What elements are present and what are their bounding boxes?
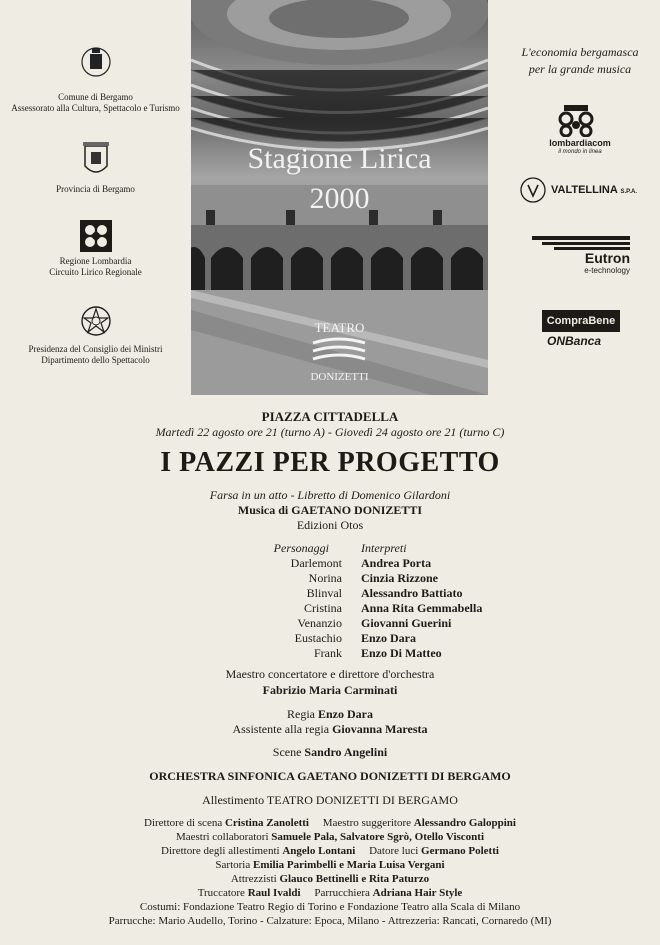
eutron-stripes-icon (532, 236, 630, 250)
cast-row (0, 616, 660, 632)
credit-line (0, 831, 660, 843)
credit-label: Maestro suggeritore (322, 817, 412, 829)
sponsor-line: Assessorato alla Cultura, Spettacolo e Turismo (11, 103, 180, 113)
credit-name: Emilia Parimbelli e Maria Luisa Vergani (253, 859, 445, 871)
cast-role: Eustachio (294, 631, 342, 645)
poster-title-line2: 2000 (309, 182, 370, 215)
lombardiacom-sub: il mondo in linea (558, 149, 602, 155)
cast-role: Blinval (306, 586, 342, 600)
theatre-logo-icon (309, 337, 369, 367)
cast-name: Alessandro Battiato (361, 586, 463, 600)
cast-row (0, 601, 660, 617)
opera-title: I PAZZI PER PROGETTO (160, 447, 500, 478)
valtellina-name (551, 184, 637, 196)
cast-name: Anna Rita Gemmabella (361, 601, 483, 615)
conductor-label: Maestro concertatore e direttore d'orchestra (225, 667, 435, 681)
conductor-name: Fabrizio Maria Carminati (262, 683, 398, 697)
cast-role: Venanzio (297, 616, 342, 630)
sponsor-line: Provincia di Bergamo (56, 184, 135, 194)
director-line (0, 707, 660, 722)
venue: PIAZZA CITTADELLA (261, 409, 399, 424)
music-credit: Musica di GAETANO DONIZETTI (237, 503, 423, 517)
roles-header: Personaggi (273, 541, 329, 555)
edition: Edizioni Otos (296, 518, 364, 532)
director-name: Enzo Dara (318, 707, 373, 721)
valtellina-suffix: S.P.A. (620, 189, 638, 195)
cast-name: Enzo Dara (361, 631, 416, 645)
poster-theatre-top: TEATRO (314, 320, 365, 335)
cast-header (0, 541, 660, 557)
costumes-credit: Costumi: Fondazione Teatro Regio di Torino e Fondazione Teatro alla Scala di Milano (139, 901, 521, 913)
valtellina-logo-icon (519, 176, 547, 204)
cast-role: Norina (308, 571, 342, 585)
lombardiacom-logo-icon (556, 105, 596, 137)
sponsor-line: Dipartimento dello Spettacolo (41, 355, 150, 365)
orchestra: ORCHESTRA SINFONICA GAETANO DONIZETTI DI BERGAMO (149, 769, 511, 783)
credit-name: Adriana Hair Style (372, 887, 463, 899)
performers-header: Interpreti (361, 541, 407, 555)
eutron-sub: e-technology (584, 266, 630, 275)
eutron-name: Eutron (584, 250, 630, 266)
credit-name: Samuele Pala, Salvatore Sgrò, Otello Visconti (271, 831, 485, 843)
crest-icon (79, 40, 113, 88)
cast-row (0, 556, 660, 572)
sponsor-provincia (8, 142, 183, 195)
cast-role: Frank (314, 646, 342, 660)
credit-line (0, 845, 660, 857)
cast-name: Giovanni Guerini (361, 616, 452, 630)
credit-label: Direttore di scena (144, 817, 223, 829)
credit-line (0, 859, 660, 871)
credit-name: Angelo Lontani (282, 845, 356, 857)
production-label: Allestimento (202, 793, 265, 807)
sponsor-line: Regione Lombardia (59, 256, 132, 266)
credit-label: Attrezzisti (230, 873, 277, 885)
performance-dates: Martedì 22 agosto ore 21 (turno A) - Giovedì 24 agosto ore 21 (turno C) (155, 425, 505, 439)
cast-row (0, 646, 660, 662)
tagline-line1: L'economia bergamasca (521, 45, 639, 59)
scenes-line (0, 745, 660, 760)
scenes-label: Scene (272, 745, 302, 759)
sponsor-line: Presidenza del Consiglio dei Ministri (28, 344, 163, 354)
cast-role: Cristina (304, 601, 342, 615)
credit-name: Alessandro Galoppini (413, 817, 516, 829)
credit-label: Parrucchiera (314, 887, 370, 899)
director-label: Regia (287, 707, 315, 721)
credit-line (0, 887, 660, 899)
sponsor-presidenza (8, 304, 183, 366)
sponsor-comune (8, 40, 183, 114)
credit-name: Germano Poletti (421, 845, 499, 857)
opera-subtitle: Farsa in un atto - Libretto di Domenico Gilardoni (209, 488, 451, 502)
sponsor-line: Circuito Lirico Regionale (49, 267, 142, 277)
credit-name: Raul Ivaldi (247, 887, 301, 899)
credit-line (0, 873, 660, 885)
credit-label: Datore luci (369, 845, 419, 857)
cast-name: Cinzia Rizzone (361, 571, 438, 585)
province-shield-icon (83, 142, 109, 180)
cast-row (0, 631, 660, 647)
assistant-line (0, 722, 660, 737)
credit-label: Truccatore (197, 887, 245, 899)
valtellina-text: VALTELLINA (551, 184, 618, 196)
production-line (0, 793, 660, 808)
credit-label: Sartoria (215, 859, 251, 871)
credit-line (0, 817, 660, 829)
credit-label: Maestri collaboratori (175, 831, 269, 843)
lombardy-rose-icon (80, 220, 112, 252)
cast-name: Andrea Porta (361, 556, 432, 570)
scenes-name: Sandro Angelini (304, 745, 388, 759)
cast-role: Darlemont (290, 556, 342, 570)
comprabene-logo: CompraBene (542, 310, 620, 332)
credit-name: Glauco Bettinelli e Rita Paturzo (279, 873, 430, 885)
lombardiacom-name: lombardiacom (549, 138, 611, 148)
assistant-name: Giovanna Maresta (332, 722, 428, 736)
poster-image (191, 0, 488, 395)
production-name: TEATRO DONIZETTI DI BERGAMO (266, 793, 458, 807)
credit-name: Cristina Zanoletti (224, 817, 309, 829)
cast-row (0, 571, 660, 587)
credit-label: Direttore degli allestimenti (161, 845, 280, 857)
onbanca-logo: ONBanca (547, 334, 602, 348)
sponsor-regione (8, 220, 183, 278)
sponsor-line: Comune di Bergamo (58, 92, 133, 102)
republic-emblem-icon (79, 304, 113, 340)
assistant-label: Assistente alla regia (232, 722, 330, 736)
cast-name: Enzo Di Matteo (361, 646, 442, 660)
footer-credit: Parrucche: Mario Audello, Torino - Calzature: Epoca, Milano - Attrezzeria: Rancati, Cornaredo (MI) (108, 915, 552, 927)
poster-theatre-bottom: DONIZETTI (310, 371, 369, 383)
cast-row (0, 586, 660, 602)
tagline-line2: per la grande musica (528, 62, 632, 76)
poster-title-line1: Stagione Lirica (247, 142, 432, 175)
